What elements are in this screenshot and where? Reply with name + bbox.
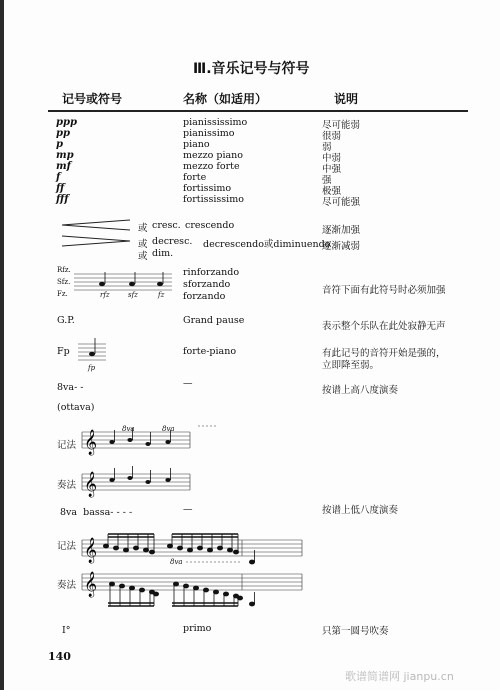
ottava-written-label: 记法 bbox=[57, 440, 77, 451]
dynamic-symbol: mf bbox=[56, 161, 71, 172]
gp-name: Grand pause bbox=[183, 315, 245, 326]
dynamic-name: pianissimo bbox=[183, 128, 235, 139]
ottava-played-staff bbox=[82, 472, 192, 496]
ottava-symbol-full: (ottava) bbox=[57, 402, 95, 413]
dynamic-name: forte bbox=[183, 172, 207, 183]
bassa-mark: 8va bbox=[170, 558, 183, 566]
decresc-name: decrescendo或diminuendo bbox=[203, 239, 331, 250]
bassa-played-label: 奏法 bbox=[57, 580, 77, 591]
primo-description: 只第一圆号吹奏 bbox=[322, 626, 389, 637]
ottava-name: — bbox=[183, 378, 193, 389]
decresc-or: 或 bbox=[138, 239, 148, 250]
accent-name-rinforzando: rinforzando bbox=[183, 267, 240, 278]
decresc-abbr: decresc. bbox=[152, 236, 193, 247]
ottava-mark-1: 8va bbox=[122, 425, 135, 433]
dynamic-name: pianississimo bbox=[183, 117, 248, 128]
page-number: 140 bbox=[48, 650, 71, 663]
sfz-label: Sfz. bbox=[57, 278, 71, 286]
bassa-description: 按谱上低八度演奏 bbox=[322, 505, 399, 516]
gp-symbol: G.P. bbox=[57, 315, 75, 326]
fp-mark: fp bbox=[88, 364, 96, 372]
dynamic-symbol: mp bbox=[56, 150, 74, 161]
dynamic-symbol: fff bbox=[56, 194, 69, 205]
dynamic-symbol: f bbox=[56, 172, 61, 183]
fp-name: forte-piano bbox=[183, 346, 237, 357]
dynamic-symbol: p bbox=[56, 139, 63, 150]
bassa-symbol: 8va bassa- - - - bbox=[60, 507, 133, 518]
header-name: 名称（如适用） bbox=[183, 92, 268, 106]
section-title: Ⅲ.音乐记号与符号 bbox=[193, 61, 310, 77]
cresc-abbr: cresc. bbox=[152, 220, 181, 231]
dim-abbr: dim. bbox=[152, 248, 174, 259]
ottava-played-label: 奏法 bbox=[57, 480, 77, 491]
bassa-written-label: 记法 bbox=[57, 541, 77, 552]
dynamic-description: 极强 bbox=[322, 186, 342, 197]
dynamic-name: fortississimo bbox=[183, 194, 244, 205]
cresc-description: 逐渐加强 bbox=[322, 225, 361, 236]
cresc-or: 或 bbox=[138, 223, 148, 234]
ottava-description: 按谱上高八度演奏 bbox=[322, 385, 399, 396]
rfz-label: Rfz. bbox=[57, 266, 71, 274]
accent-mark-sfz: sfz bbox=[128, 291, 138, 299]
crescendo-hairpin bbox=[62, 218, 132, 232]
header-symbol: 记号或符号 bbox=[62, 92, 123, 106]
fp-description-line2: 立即降至弱。 bbox=[322, 360, 380, 371]
primo-name: primo bbox=[183, 623, 212, 634]
dynamic-name: mezzo forte bbox=[183, 161, 240, 172]
dynamic-name: fortissimo bbox=[183, 183, 232, 194]
svg-text:𝄞: 𝄞 bbox=[84, 538, 98, 563]
fp-staff-snippet bbox=[78, 342, 108, 362]
header-description: 说明 bbox=[334, 92, 359, 106]
accent-name-sforzando: sforzando bbox=[183, 279, 231, 290]
svg-text:𝄞: 𝄞 bbox=[84, 472, 98, 497]
dynamic-name: piano bbox=[183, 139, 210, 150]
dim-or: 或 bbox=[138, 251, 148, 262]
dynamic-name: mezzo piano bbox=[183, 150, 244, 161]
dynamic-description: 中强 bbox=[322, 164, 342, 175]
gp-description: 表示整个乐队在此处寂静无声 bbox=[322, 321, 446, 332]
accent-mark-fz: fz bbox=[158, 291, 165, 299]
bassa-name: — bbox=[183, 504, 193, 515]
dynamic-symbol: pp bbox=[56, 128, 70, 139]
fp-description-line1: 有此记号的音符开始是强的， bbox=[322, 348, 446, 359]
ottava-symbol: 8va- - bbox=[57, 382, 84, 393]
bassa-played-staff bbox=[82, 570, 304, 610]
dynamic-description: 很弱 bbox=[322, 131, 342, 142]
svg-text:𝄞: 𝄞 bbox=[84, 430, 98, 455]
svg-text:𝄞: 𝄞 bbox=[84, 572, 98, 597]
fz-label: Fz. bbox=[57, 290, 68, 298]
dynamic-symbol: ff bbox=[56, 183, 65, 194]
dynamic-description: 尽可能弱 bbox=[322, 120, 361, 131]
page-binding-edge bbox=[0, 0, 4, 690]
fp-symbol: Fp bbox=[57, 346, 70, 357]
dynamic-description: 中弱 bbox=[322, 153, 342, 164]
dynamic-description: 弱 bbox=[322, 142, 332, 153]
primo-symbol: I° bbox=[62, 625, 71, 636]
dynamic-symbol: ppp bbox=[56, 117, 77, 128]
decrescendo-hairpin bbox=[62, 234, 132, 248]
bassa-written-staff bbox=[82, 532, 304, 566]
accent-description: 音符下面有此符号时必须加强 bbox=[322, 285, 446, 296]
decresc-description: 逐渐减弱 bbox=[322, 241, 361, 252]
accent-name-forzando: forzando bbox=[183, 291, 226, 302]
cresc-name: crescendo bbox=[185, 220, 235, 231]
header-rule bbox=[48, 110, 468, 112]
dynamic-description: 尽可能强 bbox=[322, 197, 361, 208]
accent-mark-rfz: rfz bbox=[100, 291, 110, 299]
ottava-written-staff bbox=[82, 430, 192, 454]
ottava-mark-2: 8va bbox=[162, 425, 175, 433]
watermark: 歌谱简谱网 jianpu.cn bbox=[345, 670, 454, 683]
dynamic-description: 强 bbox=[322, 175, 332, 186]
